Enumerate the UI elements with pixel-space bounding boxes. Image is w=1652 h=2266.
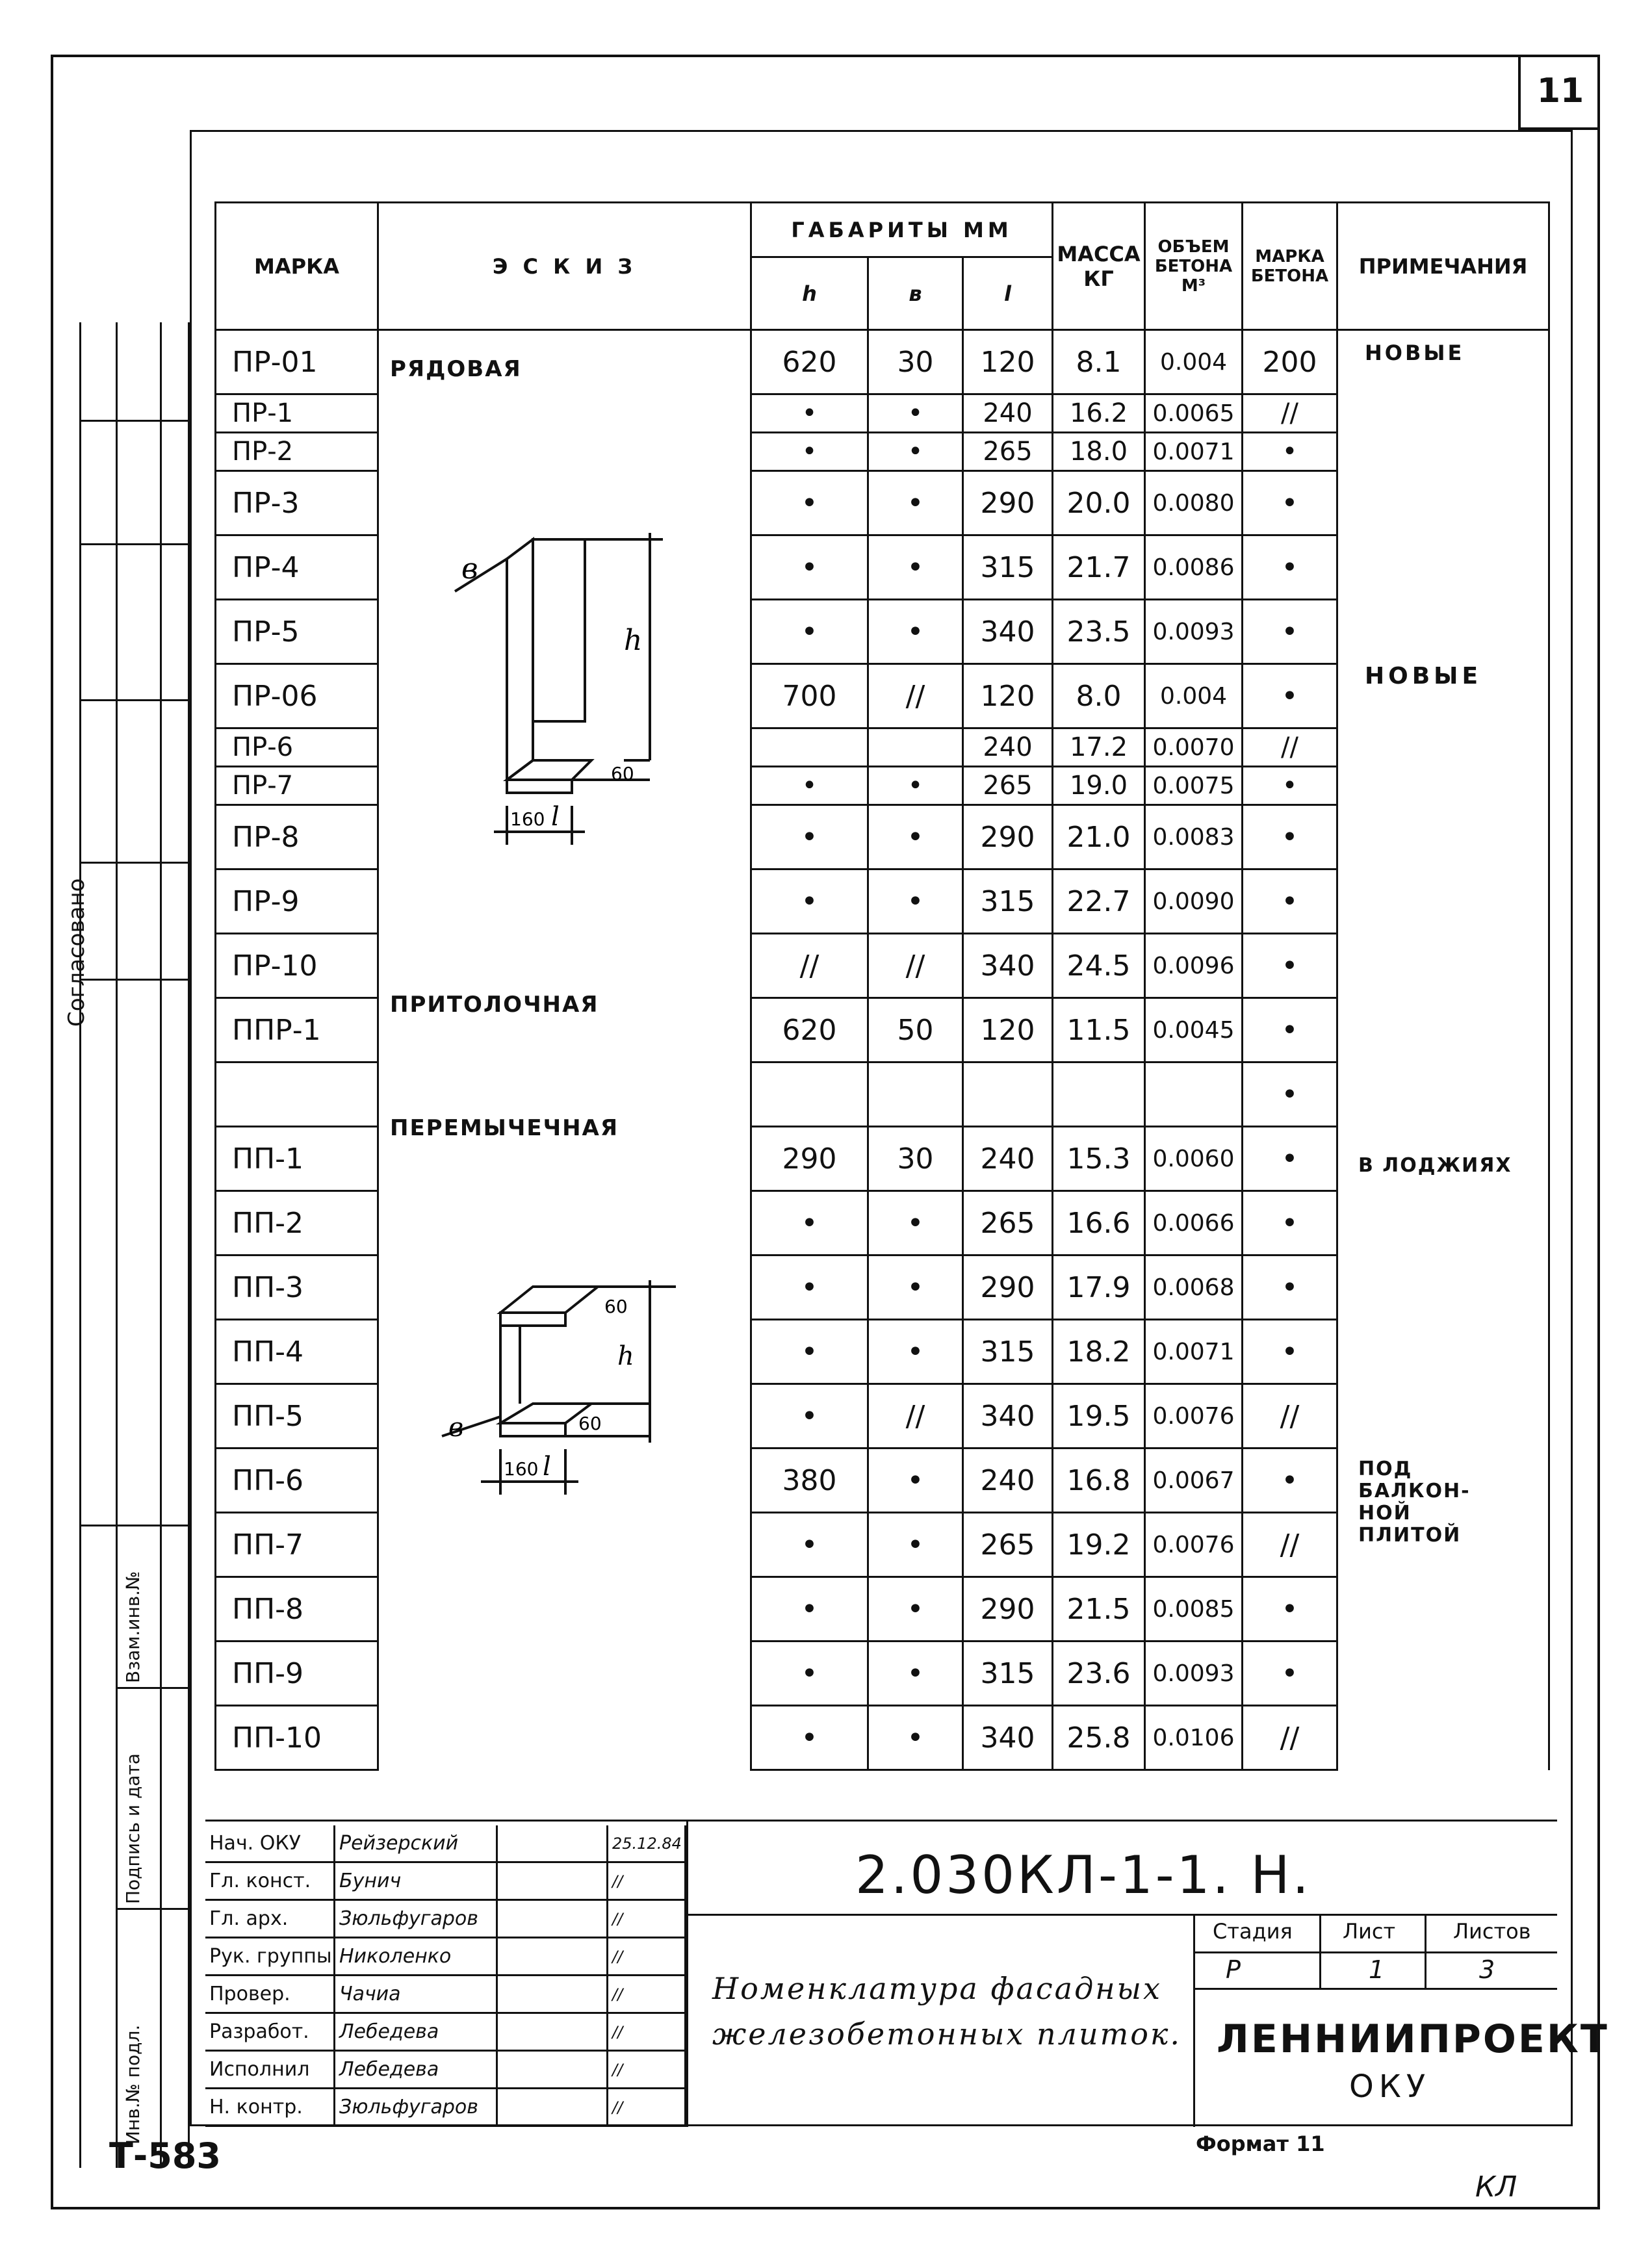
l-cell: 315 xyxy=(963,1320,1053,1384)
b-cell: • xyxy=(868,535,963,600)
grade-cell: 200 xyxy=(1243,330,1337,394)
l-cell: 315 xyxy=(963,1642,1053,1706)
mark-cell: ПП-10 xyxy=(216,1706,378,1770)
b-cell: • xyxy=(868,1642,963,1706)
grade-cell: • xyxy=(1243,1320,1337,1384)
name-cell: Николенко xyxy=(335,1938,498,1976)
l-cell: 340 xyxy=(963,1384,1053,1448)
volume-cell: 0.0106 xyxy=(1145,1706,1243,1770)
l-cell: 240 xyxy=(963,394,1053,433)
note-balcony: ПОД БАЛКОН-НОЙ ПЛИТОЙ xyxy=(1358,1458,1471,1547)
l-cell: 290 xyxy=(963,1577,1053,1642)
b-cell: • xyxy=(868,805,963,869)
mass-cell: 18.2 xyxy=(1053,1320,1145,1384)
h-cell: • xyxy=(751,394,868,433)
mass-cell: 16.6 xyxy=(1053,1191,1145,1255)
mark-cell xyxy=(216,1062,378,1127)
date-cell: // xyxy=(608,2052,686,2089)
b-cell: • xyxy=(868,471,963,535)
grade-cell: • xyxy=(1243,1127,1337,1191)
mass-cell: 20.0 xyxy=(1053,471,1145,535)
l-cell: 340 xyxy=(963,934,1053,998)
dim-160: 160 xyxy=(510,808,545,830)
grade-cell: • xyxy=(1243,805,1337,869)
mass-cell: 11.5 xyxy=(1053,998,1145,1062)
volume-cell: 0.0096 xyxy=(1145,934,1243,998)
mass-cell: 21.5 xyxy=(1053,1577,1145,1642)
mass-cell: 16.8 xyxy=(1053,1448,1145,1513)
mark-cell: ПР-1 xyxy=(216,394,378,433)
l-cell: 265 xyxy=(963,433,1053,471)
h-cell xyxy=(751,728,868,767)
mark-cell: ПП-1 xyxy=(216,1127,378,1191)
dim-b2: в xyxy=(448,1413,464,1443)
sheet-number: 11 xyxy=(1536,71,1584,110)
volume-cell: 0.0076 xyxy=(1145,1513,1243,1577)
b-cell: • xyxy=(868,394,963,433)
volume-cell xyxy=(1145,1062,1243,1127)
dim-h2: h xyxy=(617,1341,634,1371)
date-cell: // xyxy=(608,1976,686,2014)
l-cell xyxy=(963,1062,1053,1127)
b-cell: • xyxy=(868,600,963,664)
grade-cell: • xyxy=(1243,535,1337,600)
volume-cell: 0.0065 xyxy=(1145,394,1243,433)
volume-cell: 0.0071 xyxy=(1145,1320,1243,1384)
name-cell: Лебедева xyxy=(335,2052,498,2089)
volume-cell: 0.0085 xyxy=(1145,1577,1243,1642)
h-cell: • xyxy=(751,1642,868,1706)
mark-cell: ПР-7 xyxy=(216,767,378,805)
mass-cell: 16.2 xyxy=(1053,394,1145,433)
b-cell: 30 xyxy=(868,330,963,394)
grade-cell: • xyxy=(1243,1577,1337,1642)
sheet-label: Лист xyxy=(1343,1919,1396,1944)
h-cell: • xyxy=(751,433,868,471)
dim-l2: l xyxy=(543,1452,551,1482)
h-cell: • xyxy=(751,805,868,869)
mark-cell: ПП-4 xyxy=(216,1320,378,1384)
grade-cell: • xyxy=(1243,600,1337,664)
mass-cell: 15.3 xyxy=(1053,1127,1145,1191)
role-cell: Гл. арх. xyxy=(205,1901,335,1938)
b-cell: • xyxy=(868,1320,963,1384)
group-lintel: ПЕРЕМЫЧЕЧНАЯ xyxy=(390,1115,619,1141)
volume-cell: 0.0075 xyxy=(1145,767,1243,805)
mass-cell: 25.8 xyxy=(1053,1706,1145,1770)
volume-cell: 0.0066 xyxy=(1145,1191,1243,1255)
col-header-l: l xyxy=(963,257,1053,330)
volume-cell: 0.0070 xyxy=(1145,728,1243,767)
b-cell: • xyxy=(868,1513,963,1577)
grade-cell: • xyxy=(1243,1642,1337,1706)
sheets-value: 3 xyxy=(1479,1955,1495,1984)
role-cell: Разработ. xyxy=(205,2014,335,2052)
l-cell: 265 xyxy=(963,1191,1053,1255)
mark-cell: ПР-4 xyxy=(216,535,378,600)
b-cell xyxy=(868,728,963,767)
mark-cell: ПП-7 xyxy=(216,1513,378,1577)
mass-cell: 8.1 xyxy=(1053,330,1145,394)
l-cell: 315 xyxy=(963,535,1053,600)
l-cell: 120 xyxy=(963,998,1053,1062)
mark-cell: ППР-1 xyxy=(216,998,378,1062)
l-cell: 240 xyxy=(963,1448,1053,1513)
mark-cell: ПР-8 xyxy=(216,805,378,869)
department-name: ОКУ xyxy=(1349,2068,1431,2105)
agreed-label: Согласовано xyxy=(64,878,90,1027)
grade-cell: • xyxy=(1243,1191,1337,1255)
mark-cell: ПП-9 xyxy=(216,1642,378,1706)
role-cell: Исполнил xyxy=(205,2052,335,2089)
sketch-ordinary-tile xyxy=(377,507,767,871)
mark-cell: ПР-06 xyxy=(216,664,378,728)
dim-b1: в xyxy=(461,552,478,586)
col-header-mark: МАРКА xyxy=(216,203,378,330)
mark-cell: ПР-3 xyxy=(216,471,378,535)
volume-cell: 0.0083 xyxy=(1145,805,1243,869)
b-cell: // xyxy=(868,664,963,728)
l-cell: 340 xyxy=(963,1706,1053,1770)
mass-cell: 23.5 xyxy=(1053,600,1145,664)
volume-cell: 0.004 xyxy=(1145,664,1243,728)
date-cell: // xyxy=(608,1863,686,1901)
volume-cell: 0.0086 xyxy=(1145,535,1243,600)
dim-60b: 60 xyxy=(578,1413,602,1434)
b-cell: • xyxy=(868,767,963,805)
b-cell: • xyxy=(868,1448,963,1513)
mark-cell: ПП-6 xyxy=(216,1448,378,1513)
name-cell: Лебедева xyxy=(335,2014,498,2052)
mark-cell: ПП-3 xyxy=(216,1255,378,1320)
h-cell: // xyxy=(751,934,868,998)
h-cell: • xyxy=(751,1706,868,1770)
group-lintel-top: ПРИТОЛОЧНАЯ xyxy=(390,992,599,1018)
title-block xyxy=(205,1820,1609,2127)
l-cell: 290 xyxy=(963,1255,1053,1320)
b-cell: • xyxy=(868,1191,963,1255)
col-header-h: h xyxy=(751,257,868,330)
h-cell: • xyxy=(751,1384,868,1448)
h-cell: 290 xyxy=(751,1127,868,1191)
signature-cell xyxy=(498,2014,608,2052)
volume-cell: 0.0080 xyxy=(1145,471,1243,535)
l-cell: 290 xyxy=(963,471,1053,535)
note-loggia: В ЛОДЖИЯХ xyxy=(1358,1154,1512,1177)
grade-cell: • xyxy=(1243,433,1337,471)
date-cell: // xyxy=(608,2089,686,2127)
mark-cell: ПР-6 xyxy=(216,728,378,767)
format-label: Формат 11 xyxy=(1196,2131,1325,2156)
l-cell: 290 xyxy=(963,805,1053,869)
l-cell: 265 xyxy=(963,767,1053,805)
grade-cell: • xyxy=(1243,1062,1337,1127)
dim-60: 60 xyxy=(611,763,634,784)
role-cell: Рук. группы xyxy=(205,1938,335,1976)
mass-cell: 21.7 xyxy=(1053,535,1145,600)
role-cell: Гл. конст. xyxy=(205,1863,335,1901)
mass-cell: 17.2 xyxy=(1053,728,1145,767)
l-cell: 240 xyxy=(963,1127,1053,1191)
h-cell: • xyxy=(751,600,868,664)
mass-cell: 8.0 xyxy=(1053,664,1145,728)
b-cell: • xyxy=(868,869,963,934)
mass-cell: 19.0 xyxy=(1053,767,1145,805)
name-cell: Рейзерский xyxy=(335,1825,498,1863)
b-cell: • xyxy=(868,433,963,471)
h-cell: 620 xyxy=(751,330,868,394)
h-cell: • xyxy=(751,1191,868,1255)
note-new-2: НОВЫЕ xyxy=(1365,663,1482,689)
mass-cell: 19.5 xyxy=(1053,1384,1145,1448)
grade-cell: • xyxy=(1243,664,1337,728)
grade-cell: • xyxy=(1243,1255,1337,1320)
mark-cell: ПР-2 xyxy=(216,433,378,471)
signature-cell xyxy=(498,1825,608,1863)
mark-cell: ПР-9 xyxy=(216,869,378,934)
h-cell xyxy=(751,1062,868,1127)
name-cell: Зюльфугаров xyxy=(335,1901,498,1938)
organization-name: ЛЕННИИПРОЕКТ xyxy=(1217,2016,1609,2062)
stage-label: Стадия xyxy=(1213,1919,1293,1944)
date-cell: // xyxy=(608,1938,686,1976)
mark-cell: ПР-5 xyxy=(216,600,378,664)
b-cell: • xyxy=(868,1577,963,1642)
signature-table xyxy=(205,1822,686,2127)
volume-cell: 0.0076 xyxy=(1145,1384,1243,1448)
volume-cell: 0.0093 xyxy=(1145,1642,1243,1706)
col-header-volume: ОБЪЕМ БЕТОНА М³ xyxy=(1145,203,1243,330)
sheets-label: Листов xyxy=(1453,1919,1531,1944)
stage-value: Р xyxy=(1226,1955,1241,1984)
signature-cell xyxy=(498,1901,608,1938)
mark-cell: ПР-10 xyxy=(216,934,378,998)
grade-cell: // xyxy=(1243,1513,1337,1577)
corner-mark: КЛ xyxy=(1475,2170,1517,2204)
l-cell: 265 xyxy=(963,1513,1053,1577)
l-cell: 240 xyxy=(963,728,1053,767)
l-cell: 120 xyxy=(963,330,1053,394)
col-header-grade: МАРКА БЕТОНА xyxy=(1243,203,1337,330)
l-cell: 120 xyxy=(963,664,1053,728)
grade-cell: // xyxy=(1243,728,1337,767)
name-cell: Бунич xyxy=(335,1863,498,1901)
h-cell: • xyxy=(751,869,868,934)
signature-cell xyxy=(498,1938,608,1976)
volume-cell: 0.0068 xyxy=(1145,1255,1243,1320)
nomenclature-table xyxy=(214,201,1550,1771)
signature-cell xyxy=(498,1863,608,1901)
volume-cell: 0.0067 xyxy=(1145,1448,1243,1513)
mass-cell: 22.7 xyxy=(1053,869,1145,934)
mark-cell: ПП-2 xyxy=(216,1191,378,1255)
signature-cell xyxy=(498,2052,608,2089)
role-cell: Нач. ОКУ xyxy=(205,1825,335,1863)
date-cell: // xyxy=(608,2014,686,2052)
mass-cell: 17.9 xyxy=(1053,1255,1145,1320)
grade-cell: // xyxy=(1243,1706,1337,1770)
notes-column xyxy=(1337,330,1549,1770)
grade-cell: // xyxy=(1243,1384,1337,1448)
volume-cell: 0.0071 xyxy=(1145,433,1243,471)
h-cell: • xyxy=(751,1320,868,1384)
signature-cell xyxy=(498,2089,608,2127)
mark-cell: ПП-5 xyxy=(216,1384,378,1448)
h-cell: • xyxy=(751,1513,868,1577)
mass-cell: 24.5 xyxy=(1053,934,1145,998)
b-cell xyxy=(868,1062,963,1127)
col-header-dims: ГАБАРИТЫ ММ xyxy=(751,203,1053,257)
h-cell: • xyxy=(751,471,868,535)
l-cell: 340 xyxy=(963,600,1053,664)
role-cell: Н. контр. xyxy=(205,2089,335,2127)
mass-cell: 18.0 xyxy=(1053,433,1145,471)
signature-cell xyxy=(498,1976,608,2014)
dim-160b: 160 xyxy=(504,1458,539,1480)
h-cell: • xyxy=(751,535,868,600)
mark-cell: ПП-8 xyxy=(216,1577,378,1642)
sign-date-label: Подпись и дата xyxy=(122,1753,144,1904)
date-cell: 25.12.84 xyxy=(608,1825,686,1863)
col-header-b: в xyxy=(868,257,963,330)
volume-cell: 0.0090 xyxy=(1145,869,1243,934)
doc-title-line1: Номенклатура фасадных xyxy=(712,1971,1162,2006)
l-cell: 315 xyxy=(963,869,1053,934)
h-cell: • xyxy=(751,767,868,805)
mass-cell: 23.6 xyxy=(1053,1642,1145,1706)
doc-title-line2: железобетонных плиток. xyxy=(712,2016,1181,2052)
grade-cell: • xyxy=(1243,471,1337,535)
mass-cell xyxy=(1053,1062,1145,1127)
mark-cell: ПР-01 xyxy=(216,330,378,394)
volume-cell: 0.0060 xyxy=(1145,1127,1243,1191)
h-cell: 620 xyxy=(751,998,868,1062)
b-cell: 30 xyxy=(868,1127,963,1191)
grade-cell: • xyxy=(1243,1448,1337,1513)
b-cell: • xyxy=(868,1706,963,1770)
side-strip xyxy=(51,322,190,2168)
sheet-value: 1 xyxy=(1369,1955,1385,1984)
role-cell: Провер. xyxy=(205,1976,335,2014)
grade-cell: • xyxy=(1243,934,1337,998)
b-cell: 50 xyxy=(868,998,963,1062)
volume-cell: 0.0045 xyxy=(1145,998,1243,1062)
b-cell: • xyxy=(868,1255,963,1320)
h-cell: 380 xyxy=(751,1448,868,1513)
grade-cell: • xyxy=(1243,767,1337,805)
mass-cell: 19.2 xyxy=(1053,1513,1145,1577)
stamp-code: Т-583 xyxy=(109,2135,221,2176)
grade-cell: • xyxy=(1243,869,1337,934)
dim-h1: h xyxy=(624,624,643,657)
document-code: 2.030КЛ-1-1. Н. xyxy=(855,1845,1311,1905)
sketch-lintel-tile xyxy=(403,1274,741,1521)
h-cell: • xyxy=(751,1255,868,1320)
mass-cell: 21.0 xyxy=(1053,805,1145,869)
replace-inv-label: Взам.инв.№ xyxy=(122,1571,144,1683)
dim-60a: 60 xyxy=(604,1296,628,1317)
grade-cell: • xyxy=(1243,998,1337,1062)
col-header-mass: МАССА КГ xyxy=(1053,203,1145,330)
date-cell: // xyxy=(608,1901,686,1938)
b-cell: // xyxy=(868,934,963,998)
name-cell: Чачиа xyxy=(335,1976,498,2014)
dim-l1: l xyxy=(551,802,560,832)
note-new-1: НОВЫЕ xyxy=(1365,341,1465,365)
name-cell: Зюльфугаров xyxy=(335,2089,498,2127)
grade-cell: // xyxy=(1243,394,1337,433)
b-cell: // xyxy=(868,1384,963,1448)
inv-orig-label: Инв.№ подл. xyxy=(122,2024,144,2144)
col-header-sketch: Э С К И З xyxy=(378,203,751,330)
h-cell: • xyxy=(751,1577,868,1642)
volume-cell: 0.0093 xyxy=(1145,600,1243,664)
group-ordinary: РЯДОВАЯ xyxy=(390,356,522,382)
volume-cell: 0.004 xyxy=(1145,330,1243,394)
h-cell: 700 xyxy=(751,664,868,728)
col-header-notes: ПРИМЕЧАНИЯ xyxy=(1337,203,1549,330)
sheet-number-box xyxy=(1518,55,1600,130)
